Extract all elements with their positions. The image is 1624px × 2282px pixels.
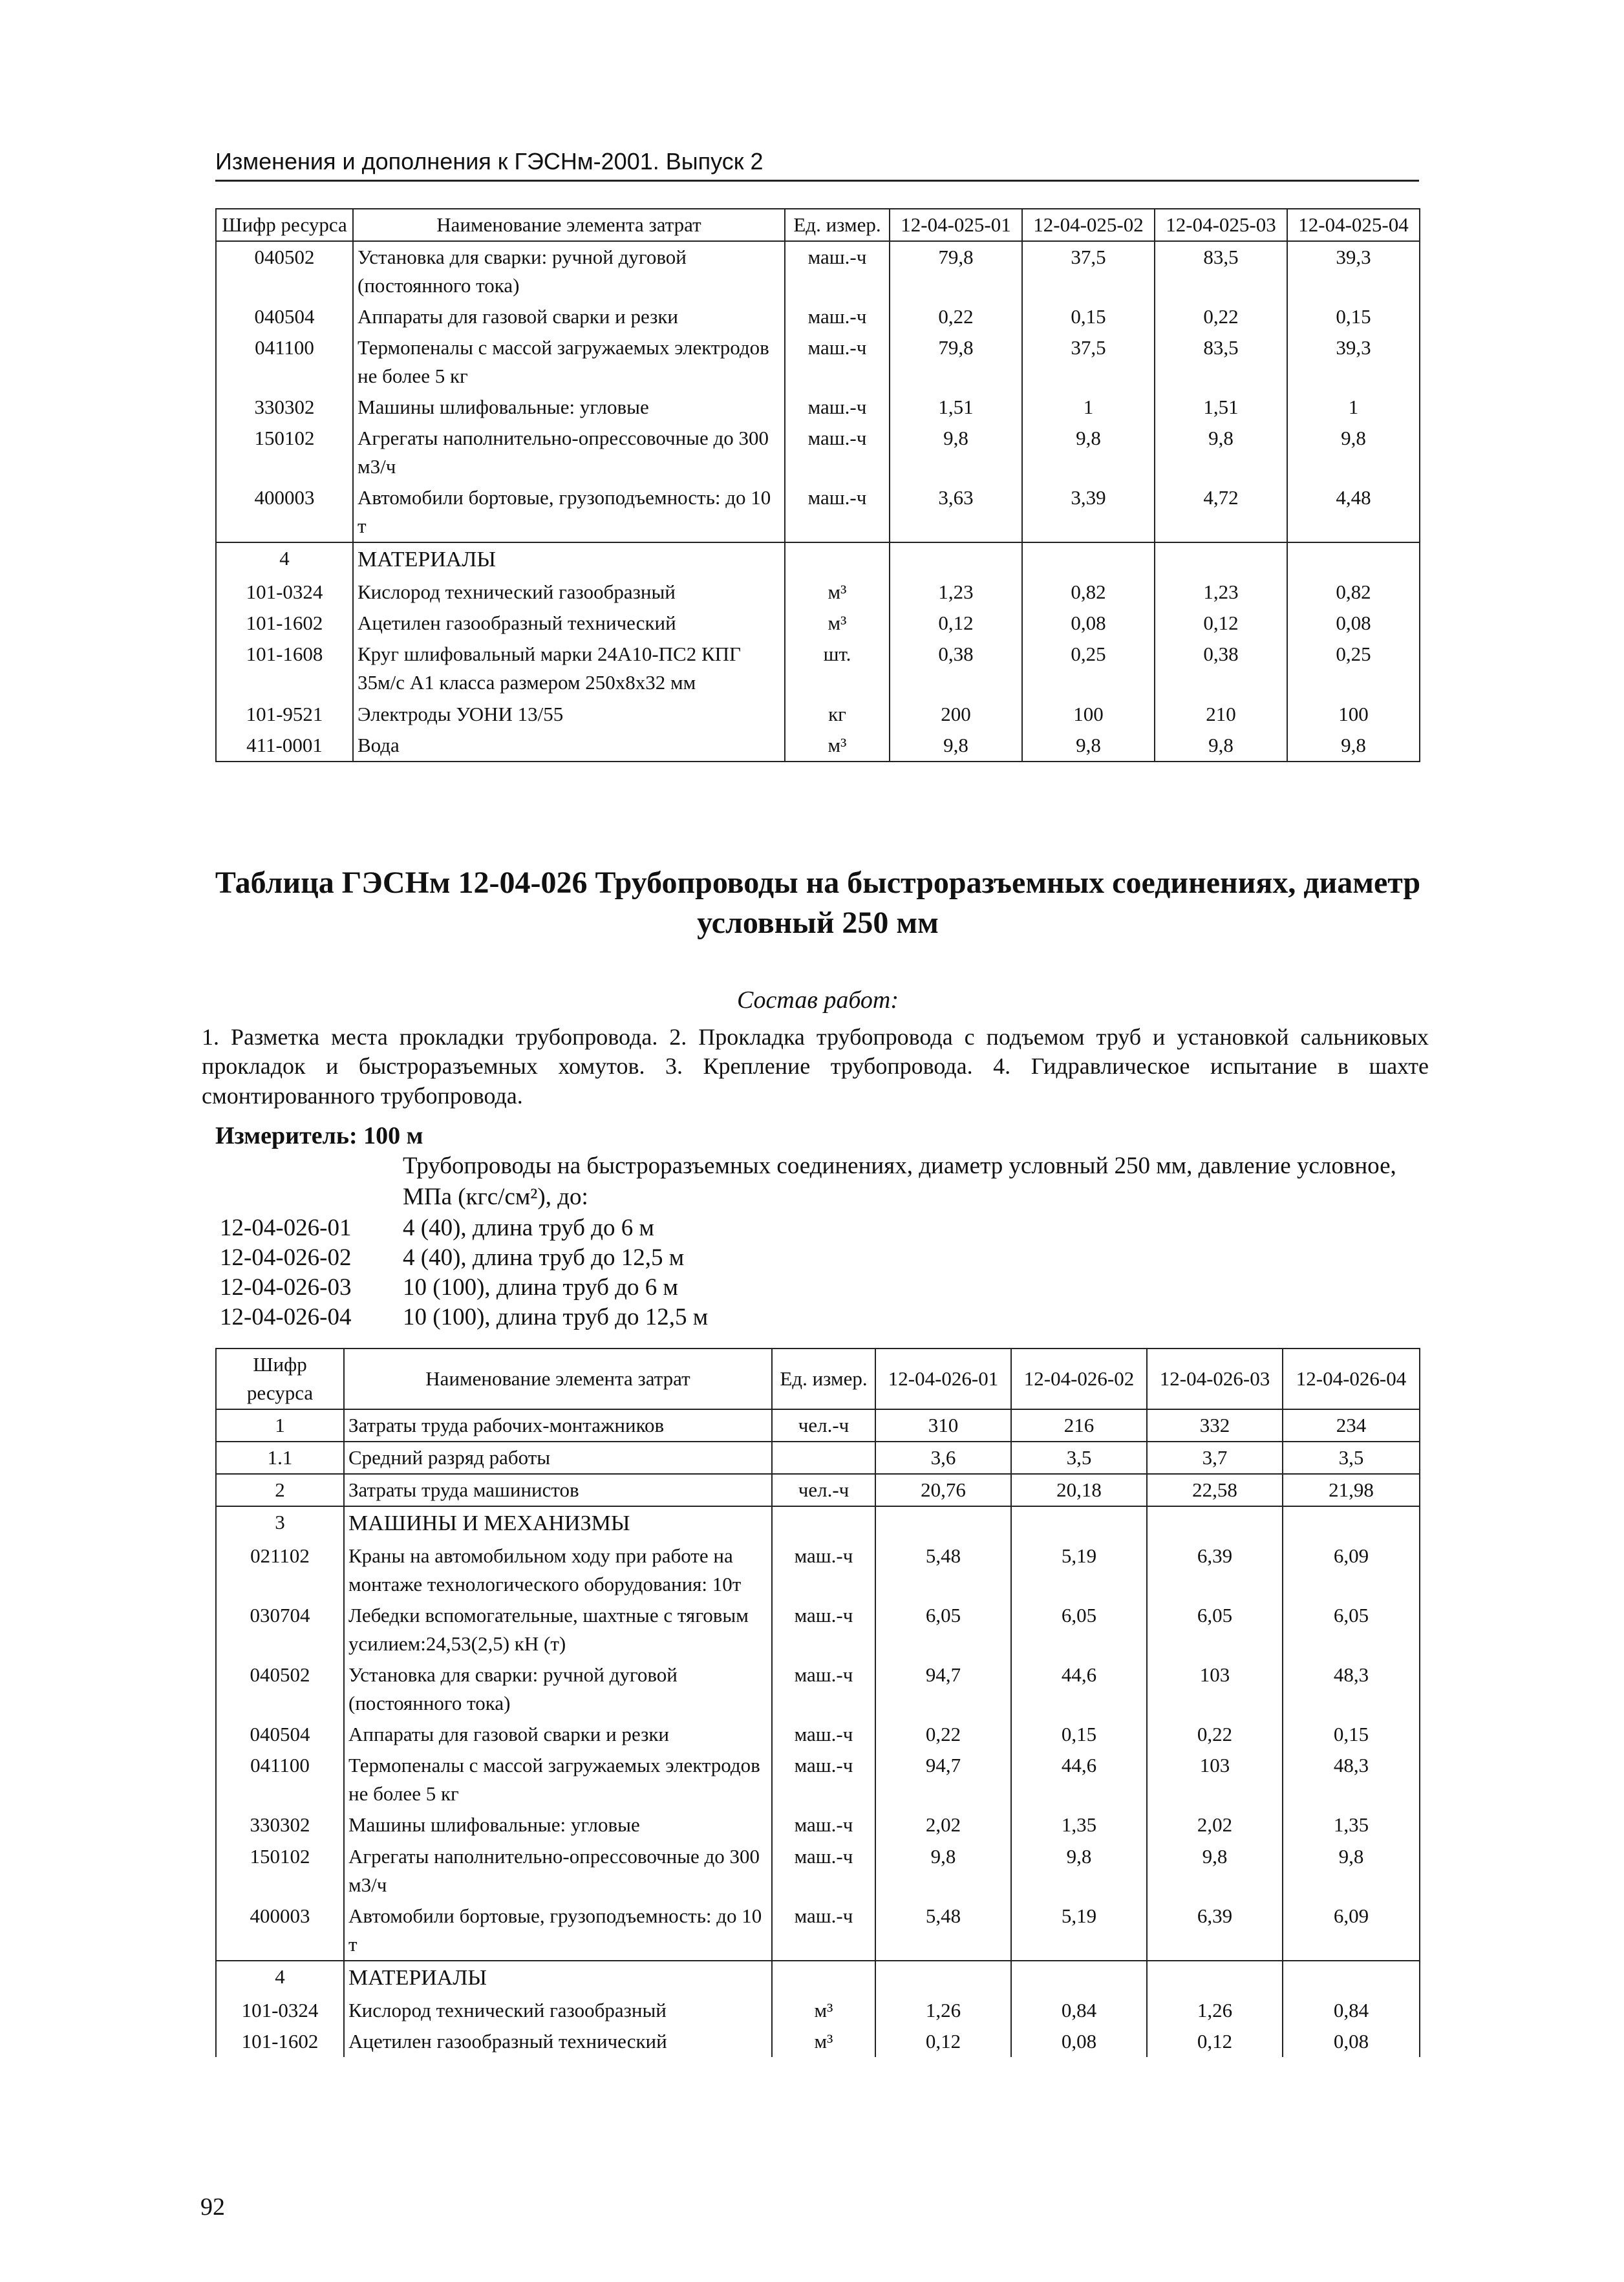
resource-name: Машины шлифовальные: угловые: [353, 392, 785, 423]
value-cell: 0,15: [1022, 301, 1155, 332]
value-cell: [875, 1506, 1011, 1541]
variants-list: [220, 1213, 708, 1332]
value-cell: 22,58: [1147, 1474, 1283, 1506]
table-row: [216, 2026, 1420, 2057]
resource-code: 101-0324: [216, 577, 353, 608]
resource-name: Вода: [353, 730, 785, 762]
value-cell: 0,15: [1283, 1719, 1420, 1750]
value-cell: 1,26: [875, 1995, 1011, 2026]
page-header: Изменения и дополнения к ГЭСНм-2001. Выпуск 2: [215, 144, 1419, 182]
table-row: [216, 639, 1420, 698]
value-cell: 0,82: [1022, 577, 1155, 608]
value-cell: 0,22: [875, 1719, 1011, 1750]
value-cell: 9,8: [1022, 730, 1155, 762]
value-cell: 0,22: [1155, 301, 1287, 332]
resource-code: 101-9521: [216, 699, 353, 730]
resource-code: 411-0001: [216, 730, 353, 762]
value-cell: [1287, 542, 1420, 577]
value-cell: 9,8: [1022, 423, 1155, 482]
value-cell: 44,6: [1011, 1750, 1147, 1809]
unit-cell: маш.-ч: [772, 1600, 875, 1659]
unit-cell: маш.-ч: [785, 301, 890, 332]
value-cell: 5,48: [875, 1541, 1011, 1600]
unit-cell: [785, 542, 890, 577]
value-cell: [1147, 1961, 1283, 1995]
resource-code: 400003: [216, 482, 353, 542]
col-variant-header: 12-04-025-02: [1022, 209, 1155, 241]
unit-cell: м³: [785, 730, 890, 762]
value-cell: 0,38: [1155, 639, 1287, 698]
value-cell: 0,25: [1287, 639, 1420, 698]
work-composition-text: 1. Разметка места прокладки трубопровода. 2. Прокладка трубопровода с подъемом труб и установкой сальниковых прокладок и быстроразъемных хомутов. 3. Крепление трубопровода. 4. Гидравлическое испытание в шахте смонтированного трубопровода.: [202, 1024, 1429, 1109]
value-cell: [1011, 1506, 1147, 1541]
value-cell: 9,8: [890, 730, 1022, 762]
value-cell: 0,12: [1147, 2026, 1283, 2057]
table-row: [216, 1750, 1420, 1809]
table-row: [216, 241, 1420, 301]
value-cell: 20,76: [875, 1474, 1011, 1506]
variant-code: 12-04-026-02: [220, 1244, 352, 1271]
resource-name: Краны на автомобильном ходу при работе на монтаже технологического оборудования: 10т: [344, 1541, 772, 1600]
col-code-header: Шифр ресурса: [216, 209, 353, 241]
value-cell: 103: [1147, 1659, 1283, 1719]
resource-code: 101-1602: [216, 608, 353, 639]
resource-code: 150102: [216, 1841, 344, 1901]
unit-cell: м³: [772, 2026, 875, 2057]
resource-name: Затраты труда рабочих-монтажников: [344, 1409, 772, 1442]
resource-code: 330302: [216, 1809, 344, 1840]
value-cell: 0,08: [1011, 2026, 1147, 2057]
table-row: [216, 482, 1420, 542]
resource-name: Термопеналы с массой загружаемых электродов не более 5 кг: [344, 1750, 772, 1809]
resource-code: 040502: [216, 1659, 344, 1719]
resource-name: Машины шлифовальные: угловые: [344, 1809, 772, 1840]
value-cell: 1,51: [1155, 392, 1287, 423]
unit-cell: маш.-ч: [772, 1841, 875, 1901]
resource-code: 1.1: [216, 1442, 344, 1474]
resource-name: Агрегаты наполнительно-опрессовочные до 300 м3/ч: [353, 423, 785, 482]
variant-item: [220, 1213, 708, 1243]
resource-table-026: [215, 1348, 1420, 2057]
col-variant-header: 12-04-026-02: [1011, 1349, 1147, 1409]
variant-item: [220, 1303, 708, 1332]
resource-name: Аппараты для газовой сварки и резки: [344, 1719, 772, 1750]
value-cell: 6,05: [875, 1600, 1011, 1659]
table-row: [216, 1442, 1420, 1474]
resource-code: 4: [216, 542, 353, 577]
value-cell: 6,05: [1283, 1600, 1420, 1659]
value-cell: [1022, 542, 1155, 577]
unit-cell: маш.-ч: [772, 1809, 875, 1840]
value-cell: 39,3: [1287, 241, 1420, 301]
table-row: [216, 392, 1420, 423]
value-cell: 2,02: [875, 1809, 1011, 1840]
value-cell: 6,09: [1283, 1541, 1420, 1600]
value-cell: 3,5: [1011, 1442, 1147, 1474]
variant-code: 12-04-026-04: [220, 1304, 352, 1330]
resource-code: 3: [216, 1506, 344, 1541]
value-cell: 9,8: [875, 1841, 1011, 1901]
resource-name: Средний разряд работы: [344, 1442, 772, 1474]
value-cell: 4,48: [1287, 482, 1420, 542]
value-cell: 0,38: [890, 639, 1022, 698]
page-number: 92: [200, 2193, 225, 2221]
resource-name: Автомобили бортовые, грузоподъемность: до 10 т: [344, 1901, 772, 1961]
col-variant-header: 12-04-025-01: [890, 209, 1022, 241]
resource-code: 041100: [216, 332, 353, 392]
col-name-header: Наименование элемента затрат: [353, 209, 785, 241]
col-variant-header: 12-04-025-03: [1155, 209, 1287, 241]
value-cell: 1,35: [1011, 1809, 1147, 1840]
value-cell: 0,08: [1283, 2026, 1420, 2057]
section-name: МАШИНЫ И МЕХАНИЗМЫ: [344, 1506, 772, 1541]
value-cell: 0,22: [890, 301, 1022, 332]
value-cell: 0,22: [1147, 1719, 1283, 1750]
table-row: [216, 1719, 1420, 1750]
value-cell: 332: [1147, 1409, 1283, 1442]
variant-text: 4 (40), длина труб до 6 м: [403, 1215, 654, 1241]
resource-name: Автомобили бортовые, грузоподъемность: до 10 т: [353, 482, 785, 542]
variants-intro: Трубопроводы на быстроразъемных соединениях, диаметр условный 250 мм, давление условное, МПа (кгс/см²), до:: [403, 1153, 1396, 1211]
resource-code: 021102: [216, 1541, 344, 1600]
value-cell: [1155, 542, 1287, 577]
measure-unit: Измеритель: 100 м: [215, 1122, 423, 1149]
value-cell: 0,12: [875, 2026, 1011, 2057]
resource-name: Кислород технический газообразный: [353, 577, 785, 608]
value-cell: 94,7: [875, 1750, 1011, 1809]
value-cell: 1: [1287, 392, 1420, 423]
table-row: [216, 1541, 1420, 1600]
table-row: [216, 1901, 1420, 1961]
table-row: [216, 1474, 1420, 1506]
unit-cell: шт.: [785, 639, 890, 698]
value-cell: 1,23: [890, 577, 1022, 608]
value-cell: 21,98: [1283, 1474, 1420, 1506]
value-cell: 103: [1147, 1750, 1283, 1809]
value-cell: [875, 1961, 1011, 1995]
value-cell: 100: [1022, 699, 1155, 730]
value-cell: 48,3: [1283, 1750, 1420, 1809]
value-cell: 1,35: [1283, 1809, 1420, 1840]
col-name-header: Наименование элемента затрат: [344, 1349, 772, 1409]
unit-cell: м³: [772, 1995, 875, 2026]
value-cell: 310: [875, 1409, 1011, 1442]
value-cell: 44,6: [1011, 1659, 1147, 1719]
value-cell: 3,7: [1147, 1442, 1283, 1474]
value-cell: 0,08: [1287, 608, 1420, 639]
variant-text: 4 (40), длина труб до 12,5 м: [403, 1244, 685, 1271]
value-cell: 37,5: [1022, 332, 1155, 392]
value-cell: 100: [1287, 699, 1420, 730]
resource-name: Термопеналы с массой загружаемых электродов не более 5 кг: [353, 332, 785, 392]
value-cell: 1,23: [1155, 577, 1287, 608]
resource-name: Установка для сварки: ручной дуговой (постоянного тока): [353, 241, 785, 301]
col-variant-header: 12-04-026-04: [1283, 1349, 1420, 1409]
value-cell: 6,05: [1147, 1600, 1283, 1659]
unit-cell: м³: [785, 608, 890, 639]
unit-cell: маш.-ч: [772, 1901, 875, 1961]
value-cell: 1,51: [890, 392, 1022, 423]
table-row: [216, 730, 1420, 762]
value-cell: 0,08: [1022, 608, 1155, 639]
col-variant-header: 12-04-025-04: [1287, 209, 1420, 241]
value-cell: 6,39: [1147, 1901, 1283, 1961]
value-cell: 0,84: [1283, 1995, 1420, 2026]
variant-code: 12-04-026-01: [220, 1215, 352, 1241]
unit-cell: чел.-ч: [772, 1474, 875, 1506]
resource-code: 400003: [216, 1901, 344, 1961]
value-cell: 79,8: [890, 241, 1022, 301]
table-row: [216, 1841, 1420, 1901]
unit-cell: маш.-ч: [785, 482, 890, 542]
value-cell: 0,15: [1011, 1719, 1147, 1750]
value-cell: 20,18: [1011, 1474, 1147, 1506]
value-cell: [1011, 1961, 1147, 1995]
resource-code: 040504: [216, 1719, 344, 1750]
table-row: [216, 699, 1420, 730]
value-cell: [890, 542, 1022, 577]
resource-table-025: [215, 208, 1420, 762]
value-cell: 9,8: [890, 423, 1022, 482]
table-row: [216, 301, 1420, 332]
value-cell: [1283, 1506, 1420, 1541]
value-cell: 0,84: [1011, 1995, 1147, 2026]
unit-cell: маш.-ч: [772, 1719, 875, 1750]
resource-name: Ацетилен газообразный технический: [344, 2026, 772, 2057]
unit-cell: [772, 1442, 875, 1474]
unit-cell: маш.-ч: [772, 1750, 875, 1809]
value-cell: 5,19: [1011, 1541, 1147, 1600]
value-cell: 9,8: [1283, 1841, 1420, 1901]
resource-code: 041100: [216, 1750, 344, 1809]
resource-name: Установка для сварки: ручной дуговой (постоянного тока): [344, 1659, 772, 1719]
value-cell: 94,7: [875, 1659, 1011, 1719]
unit-cell: м³: [785, 577, 890, 608]
value-cell: [1147, 1506, 1283, 1541]
resource-code: 150102: [216, 423, 353, 482]
value-cell: 39,3: [1287, 332, 1420, 392]
resource-name: Затраты труда машинистов: [344, 1474, 772, 1506]
table-row: [216, 1995, 1420, 2026]
unit-cell: маш.-ч: [785, 332, 890, 392]
variant-text: 10 (100), длина труб до 6 м: [403, 1274, 678, 1301]
resource-code: 101-1608: [216, 639, 353, 698]
value-cell: 1: [1022, 392, 1155, 423]
value-cell: 9,8: [1155, 423, 1287, 482]
resource-code: 101-1602: [216, 2026, 344, 2057]
value-cell: 9,8: [1011, 1841, 1147, 1901]
resource-name: Электроды УОНИ 13/55: [353, 699, 785, 730]
table-row: [216, 1659, 1420, 1719]
value-cell: 48,3: [1283, 1659, 1420, 1719]
value-cell: 0,12: [1155, 608, 1287, 639]
value-cell: 5,19: [1011, 1901, 1147, 1961]
resource-name: Кислород технический газообразный: [344, 1995, 772, 2026]
resource-name: Агрегаты наполнительно-опрессовочные до 300 м3/ч: [344, 1841, 772, 1901]
value-cell: 37,5: [1022, 241, 1155, 301]
table-row: [216, 1600, 1420, 1659]
unit-cell: [772, 1506, 875, 1541]
col-code-header: Шифр ресурса: [216, 1349, 344, 1409]
resource-code: 030704: [216, 1600, 344, 1659]
value-cell: 6,05: [1011, 1600, 1147, 1659]
col-unit-header: Ед. измер.: [785, 209, 890, 241]
resource-code: 4: [216, 1961, 344, 1995]
unit-cell: маш.-ч: [772, 1659, 875, 1719]
value-cell: 83,5: [1155, 241, 1287, 301]
unit-cell: чел.-ч: [772, 1409, 875, 1442]
value-cell: 3,39: [1022, 482, 1155, 542]
resource-code: 330302: [216, 392, 353, 423]
value-cell: 83,5: [1155, 332, 1287, 392]
value-cell: 0,25: [1022, 639, 1155, 698]
value-cell: 3,63: [890, 482, 1022, 542]
value-cell: 2,02: [1147, 1809, 1283, 1840]
unit-cell: маш.-ч: [785, 241, 890, 301]
variant-code: 12-04-026-03: [220, 1274, 352, 1301]
value-cell: 4,72: [1155, 482, 1287, 542]
value-cell: 6,09: [1283, 1901, 1420, 1961]
value-cell: 210: [1155, 699, 1287, 730]
variant-item: [220, 1243, 708, 1273]
variant-item: [220, 1273, 708, 1303]
table-row: [216, 332, 1420, 392]
resource-name: Круг шлифовальный марки 24А10-ПС2 КПГ 35м/с А1 класса размером 250х8х32 мм: [353, 639, 785, 698]
table-row: [216, 608, 1420, 639]
resource-code: 2: [216, 1474, 344, 1506]
section-row: [216, 1506, 1420, 1541]
value-cell: [1283, 1961, 1420, 1995]
value-cell: 200: [890, 699, 1022, 730]
section-row: [216, 1961, 1420, 1995]
value-cell: 9,8: [1147, 1841, 1283, 1901]
value-cell: 234: [1283, 1409, 1420, 1442]
table-row: [216, 423, 1420, 482]
resource-code: 1: [216, 1409, 344, 1442]
value-cell: 9,8: [1287, 730, 1420, 762]
value-cell: 0,12: [890, 608, 1022, 639]
resource-code: 040504: [216, 301, 353, 332]
section-row: [216, 542, 1420, 577]
unit-cell: маш.-ч: [785, 392, 890, 423]
resource-name: Ацетилен газообразный технический: [353, 608, 785, 639]
work-composition-heading: Состав работ:: [736, 986, 899, 1014]
resource-name: Лебедки вспомогательные, шахтные с тяговым усилием:24,53(2,5) кН (т): [344, 1600, 772, 1659]
value-cell: 3,6: [875, 1442, 1011, 1474]
col-variant-header: 12-04-026-01: [875, 1349, 1011, 1409]
table-row: [216, 1809, 1420, 1840]
table-row: [216, 1409, 1420, 1442]
unit-cell: [772, 1961, 875, 1995]
unit-cell: маш.-ч: [772, 1541, 875, 1600]
table-row: [216, 577, 1420, 608]
col-unit-header: Ед. измер.: [772, 1349, 875, 1409]
value-cell: 6,39: [1147, 1541, 1283, 1600]
resource-name: Аппараты для газовой сварки и резки: [353, 301, 785, 332]
table-header-row: [216, 1349, 1420, 1409]
unit-cell: кг: [785, 699, 890, 730]
resource-code: 040502: [216, 241, 353, 301]
value-cell: 5,48: [875, 1901, 1011, 1961]
value-cell: 1,26: [1147, 1995, 1283, 2026]
resource-code: 101-0324: [216, 1995, 344, 2026]
value-cell: 216: [1011, 1409, 1147, 1442]
value-cell: 9,8: [1287, 423, 1420, 482]
value-cell: 0,82: [1287, 577, 1420, 608]
variant-text: 10 (100), длина труб до 12,5 м: [403, 1304, 709, 1330]
section-name: МАТЕРИАЛЫ: [344, 1961, 772, 1995]
section-title: Таблица ГЭСНм 12-04-026 Трубопроводы на быстроразъемных соединениях, диаметр условный 250 мм: [215, 866, 1421, 941]
value-cell: 3,5: [1283, 1442, 1420, 1474]
unit-cell: маш.-ч: [785, 423, 890, 482]
col-variant-header: 12-04-026-03: [1147, 1349, 1283, 1409]
value-cell: 9,8: [1155, 730, 1287, 762]
value-cell: 79,8: [890, 332, 1022, 392]
table-header-row: [216, 209, 1420, 241]
section-name: МАТЕРИАЛЫ: [353, 542, 785, 577]
value-cell: 0,15: [1287, 301, 1420, 332]
